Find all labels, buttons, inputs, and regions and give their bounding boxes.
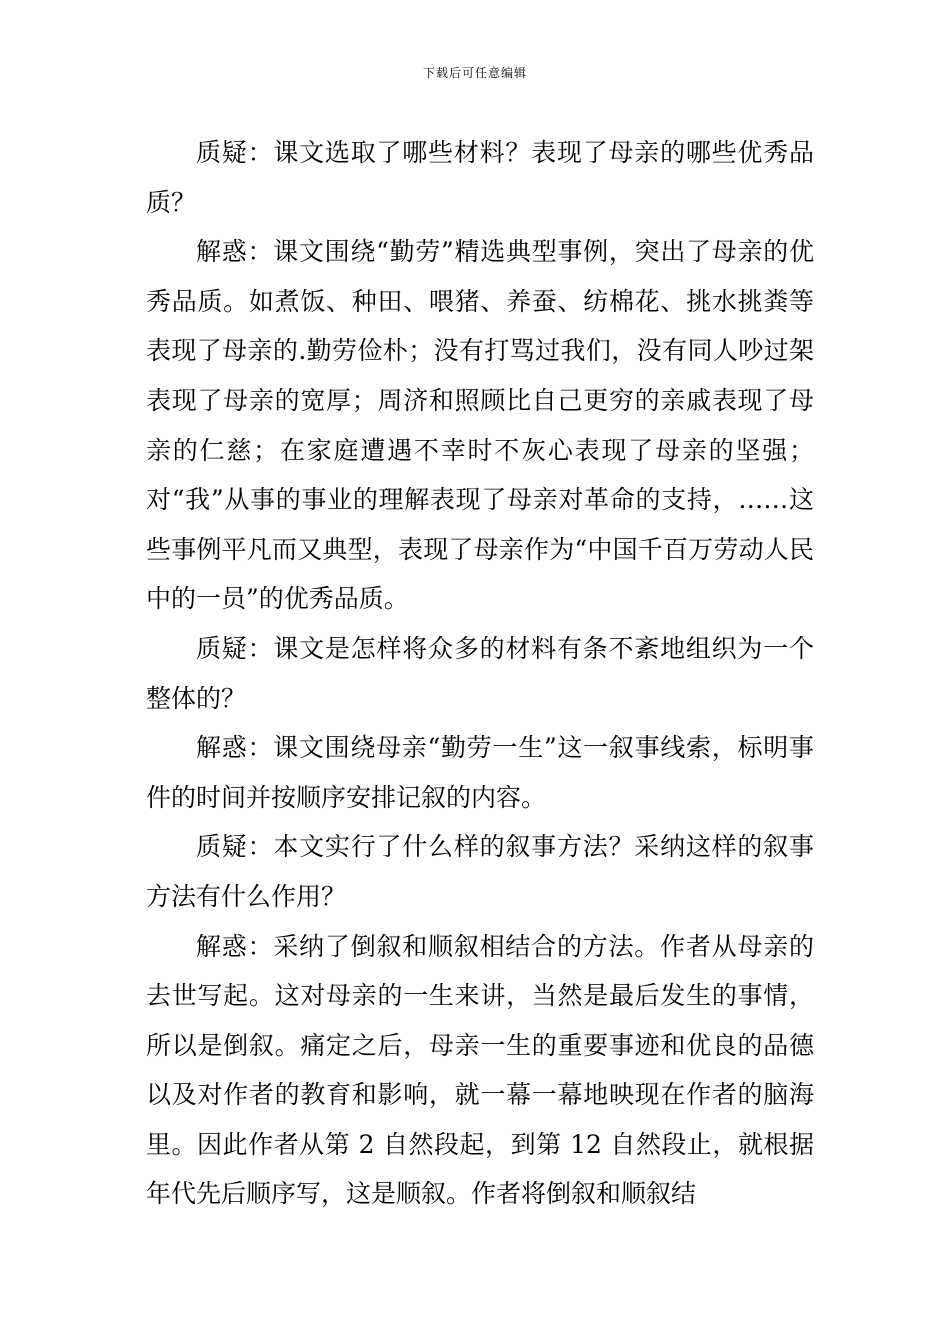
paragraph-answer-3: 解惑：采纳了倒叙和顺叙相结合的方法。作者从母亲的去世写起。这对母亲的一生来讲，当然是最后发生的事情，所以是倒叙。痛定之后，母亲一生的重要事迹和优良的品德以及对作者的教育和影响，就一幕一幕地映现在作者的脑海里。因此作者从第 2 自然段起，到第 12 自然段止，就根据年代先后顺序写，这是顺叙。作者将倒叙和顺叙结: [146, 931, 814, 1209]
page-header: 下载后可任意编辑: [422, 66, 527, 80]
document-body: [146, 128, 814, 1219]
paragraph-question-2: 质疑：课文是怎样将众多的材料有条不紊地组织为一个整体的？: [146, 633, 814, 713]
paragraph-answer-1: 解惑：课文围绕“勤劳”精选典型事例，突出了母亲的优秀品质。如煮饭、种田、喂猪、养蚕、纺棉花、挑水挑粪等表现了母亲的.勤劳俭朴；没有打骂过我们，没有同人吵过架表现了母亲的宽厚；周济和照顾比自己更穷的亲戚表现了母亲的仁慈；在家庭遭遇不幸时不灰心表现了母亲的坚强；对“我”从事的事业的理解表现了母亲对革命的支持，……这些事例平凡而又典型，表现了母亲作为“中国千百万劳动人民中的一员”的优秀品质。: [146, 237, 814, 614]
paragraph-question-3: 质疑：本文实行了什么样的叙事方法？采纳这样的叙事方法有什么作用？: [146, 832, 814, 911]
paragraph-question-1: 质疑：课文选取了哪些材料？表现了母亲的哪些优秀品质？: [146, 138, 814, 217]
paragraph-answer-2: 解惑：课文围绕母亲“勤劳一生”这一叙事线索，标明事件的时间并按顺序安排记叙的内容。: [146, 733, 814, 812]
